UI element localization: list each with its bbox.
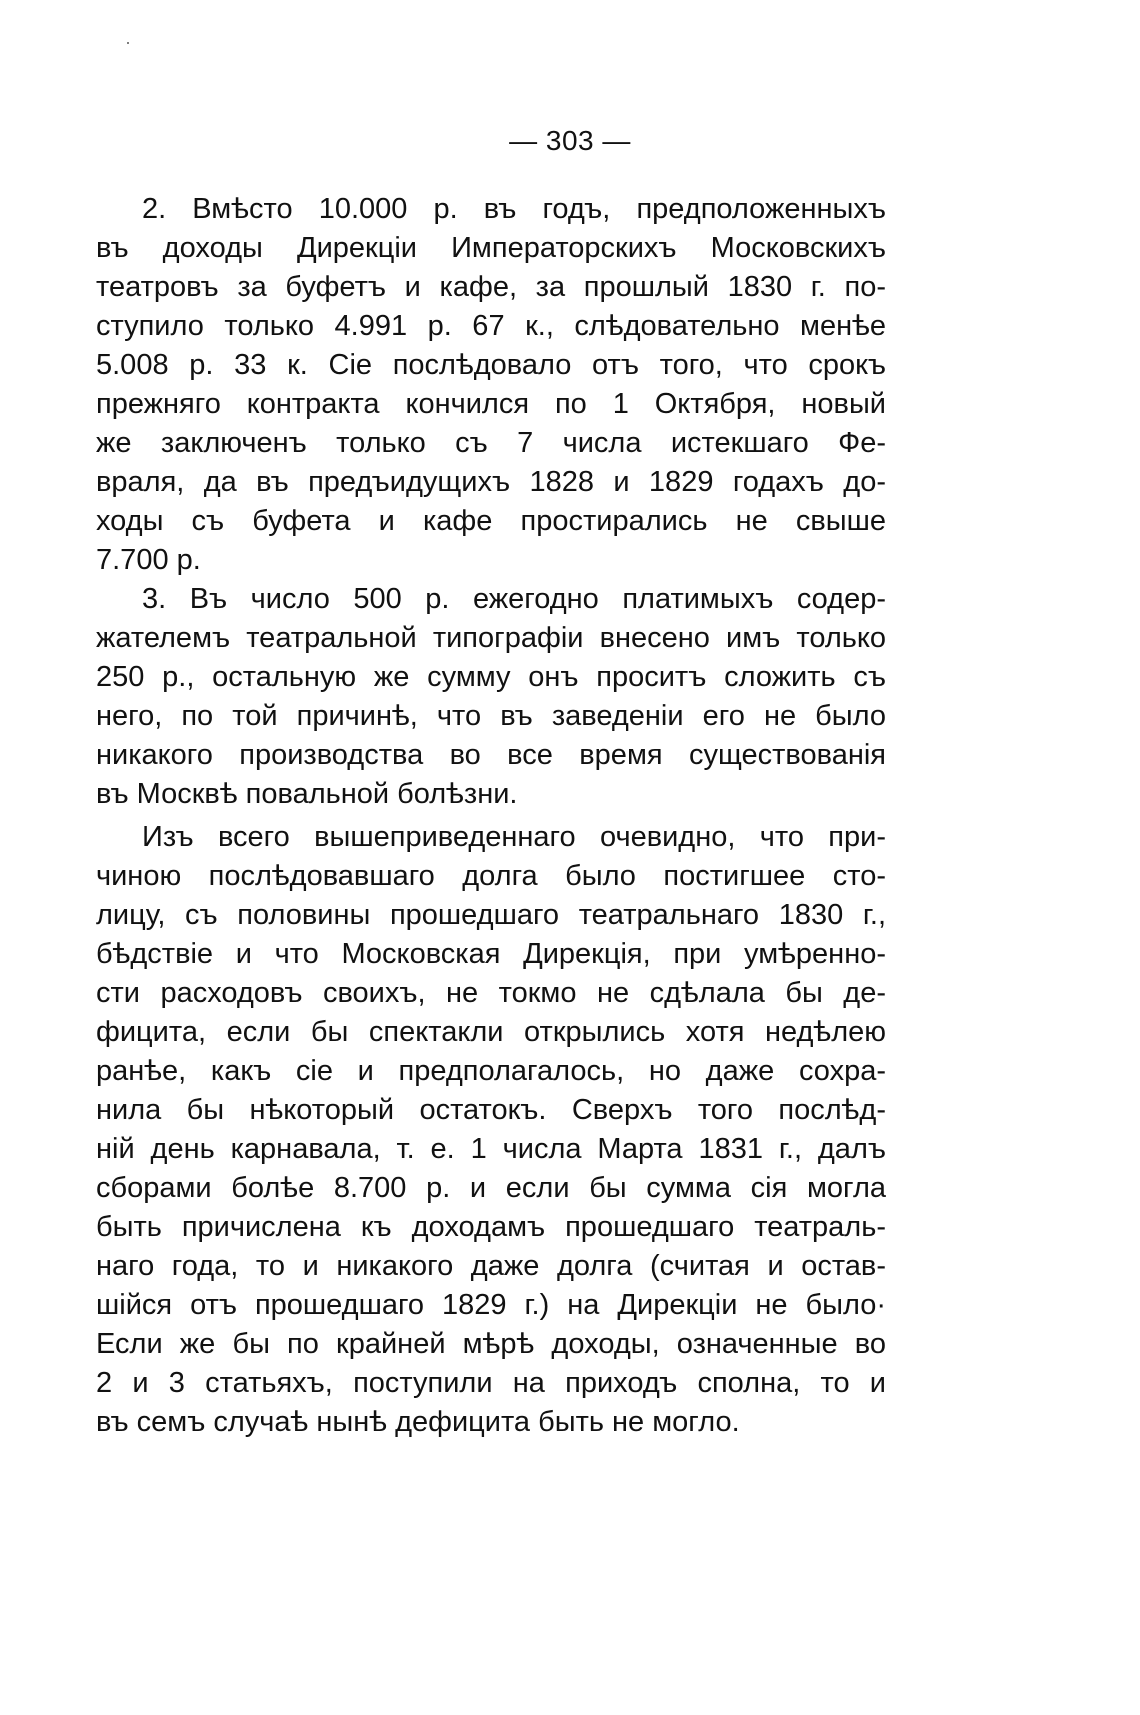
text-line: сти расходовъ своихъ, не токмо не сдѣлала бы де- xyxy=(96,977,886,1009)
scan-speck xyxy=(127,42,129,44)
paragraph-conclusion xyxy=(96,818,886,1442)
text-line: нила бы нѣкоторый остатокъ. Сверхъ того послѣд- xyxy=(96,1094,886,1126)
text-line: прежняго контракта кончился по 1 Октября, новый xyxy=(96,388,886,420)
text-line: враля, да въ предъидущихъ 1828 и 1829 годахъ до- xyxy=(96,466,886,498)
text-line: въ семъ случаѣ нынѣ дефицита быть не могло. xyxy=(96,1406,740,1438)
text-line: 5.008 р. 33 к. Сіе послѣдовало отъ того, что срокъ xyxy=(96,349,886,381)
body-text xyxy=(96,190,886,1442)
text-line: 2. Вмѣсто 10.000 р. въ годъ, предположенныхъ xyxy=(142,193,886,225)
text-line: 7.700 р. xyxy=(96,544,201,576)
text-line: бѣдствіе и что Московская Дирекція, при умѣренно- xyxy=(96,938,886,970)
text-line: лицу, съ половины прошедшаго театральнаго 1830 г., xyxy=(96,899,886,931)
paragraph-item-3 xyxy=(96,580,886,814)
text-line: жателемъ театральной типографіи внесено имъ только xyxy=(96,622,886,654)
text-line: никакого производства во все время существованія xyxy=(96,739,886,771)
text-line: шійся отъ прошедшаго 1829 г.) на Дирекціи не было· xyxy=(96,1289,886,1321)
text-line: Если же бы по крайней мѣрѣ доходы, означенные во xyxy=(96,1328,886,1360)
text-line: быть причислена къ доходамъ прошедшаго театраль- xyxy=(96,1211,886,1243)
text-line: 2 и 3 статьяхъ, поступили на приходъ сполна, то и xyxy=(96,1367,886,1399)
text-line: наго года, то и никакого даже долга (считая и остав- xyxy=(96,1250,886,1282)
text-line: 250 р., остальную же сумму онъ проситъ сложить съ xyxy=(96,661,886,693)
text-line: ній день карнавала, т. е. 1 числа Марта 1831 г., далъ xyxy=(96,1133,886,1165)
text-line: ранѣе, какъ сіе и предполагалось, но даже сохра- xyxy=(96,1055,886,1087)
paragraph-item-2 xyxy=(96,190,886,580)
text-line: въ доходы Дирекціи Императорскихъ Московскихъ xyxy=(96,232,886,264)
text-line: же заключенъ только съ 7 числа истекшаго Фе- xyxy=(96,427,886,459)
text-line: сборами болѣе 8.700 р. и если бы сумма сія могла xyxy=(96,1172,886,1204)
text-line: въ Москвѣ повальной болѣзни. xyxy=(96,778,518,810)
text-line: фицита, если бы спектакли открылись хотя недѣлею xyxy=(96,1016,886,1048)
text-line: ступило только 4.991 р. 67 к., слѣдовательно менѣе xyxy=(96,310,886,342)
text-line: него, по той причинѣ, что въ заведеніи его не было xyxy=(96,700,886,732)
text-line: Изъ всего вышеприведеннаго очевидно, что при- xyxy=(142,821,886,853)
text-line: 3. Въ число 500 р. ежегодно платимыхъ содер- xyxy=(142,583,886,615)
page-number: — 303 — xyxy=(509,125,631,156)
text-line: чиною послѣдовавшаго долга было постигшее сто- xyxy=(96,860,886,892)
text-line: театровъ за буфетъ и кафе, за прошлый 1830 г. по- xyxy=(96,271,886,303)
text-line: ходы съ буфета и кафе простирались не свыше xyxy=(96,505,886,537)
